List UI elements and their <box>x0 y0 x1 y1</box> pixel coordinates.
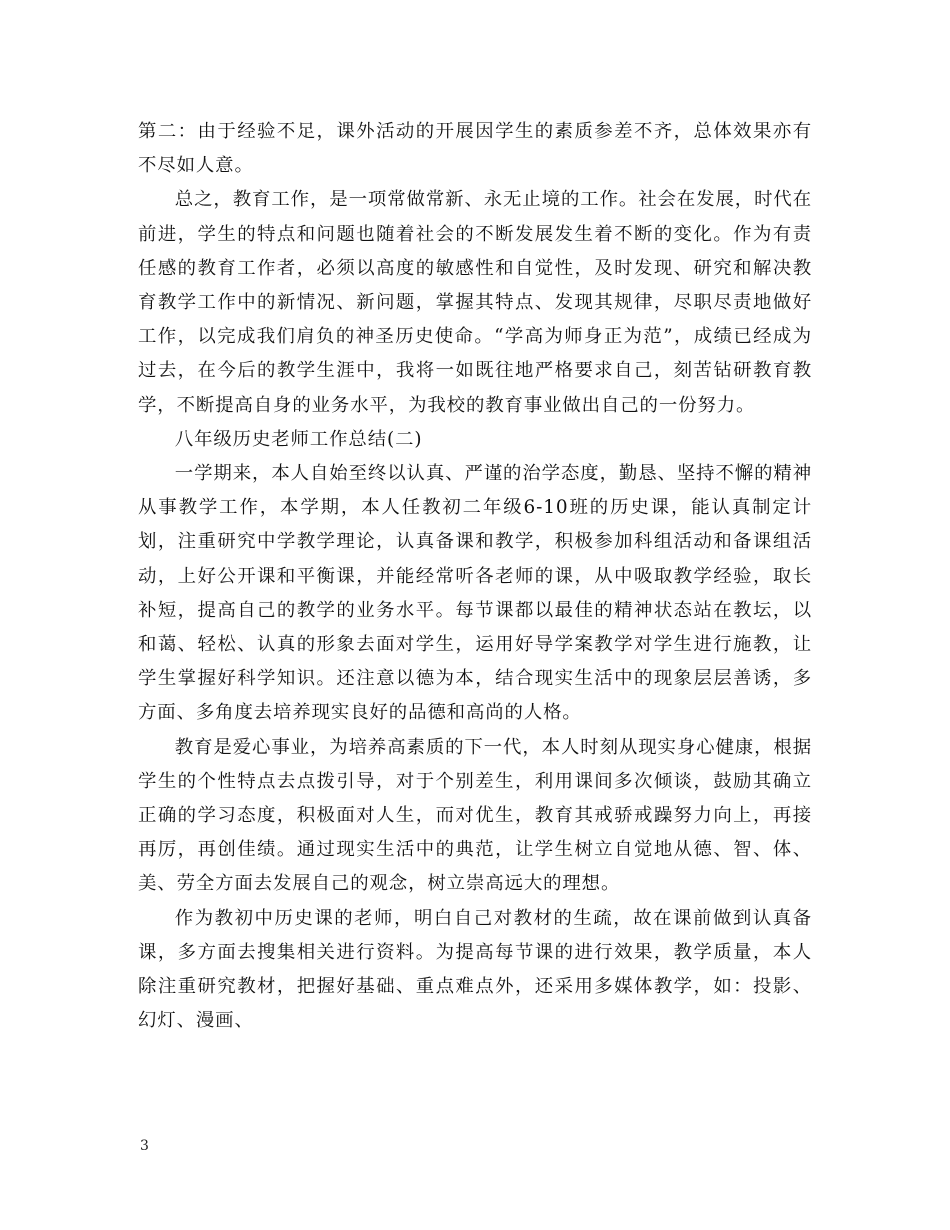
document-body <box>138 115 812 1038</box>
paragraph-teaching-work: 一学期来，本人自始至终以认真、严谨的治学态度，勤恳、坚持不懈的精神从事教学工作，本学期，本人任教初二年级6-10班的历史课，能认真制定计划，注重研究中学教学理论，认真备课和教学，积极参加科组活动和备课组活动，上好公开课和平衡课，并能经常听各老师的课，从中吸取教学经验，取长补短，提高自己的教学的业务水平。每节课都以最佳的精神状态站在教坛，以和蔼、轻松、认真的形象去面对学生，运用好导学案教学对学生进行施教，让学生掌握好科学知识。还注意以德为本，结合现实生活中的现象层层善诱，多方面、多角度去培养现实良好的品德和高尚的人格。 <box>138 463 812 724</box>
paragraph-conclusion: 总之，教育工作，是一项常做常新、永无止境的工作。社会在发展，时代在前进，学生的特点和问题也随着社会的不断发展发生着不断的变化。作为有责任感的教育工作者，必须以高度的敏感性和自觉性，及时发现、研究和解决教育教学工作中的新情况、新问题，掌握其特点、发现其规律，尽职尽责地做好工作，以完成我们肩负的神圣历史使命。“学高为师身正为范”，成绩已经成为过去，在今后的教学生涯中，我将一如既往地严格要求自己，刻苦钻研教育教学，不断提高自身的业务水平，为我校的教育事业做出自己的一份努力。 <box>138 189 812 416</box>
paragraph-point-two: 第二：由于经验不足，课外活动的开展因学生的素质参差不齐，总体效果亦有不尽如人意。 <box>138 121 812 177</box>
paragraph-moral-education: 教育是爱心事业，为培养高素质的下一代，本人时刻从现实身心健康，根据学生的个性特点去点拨引导，对于个别差生，利用课间多次倾谈，鼓励其确立正确的学习态度，积极面对人生，而对优生，教育其戒骄戒躁努力向上，再接再厉，再创佳绩。通过现实生活中的典范，让学生树立自觉地从德、智、体、美、劳全方面去发展自己的观念，树立崇高远大的理想。 <box>138 736 812 895</box>
paragraph-lesson-preparation: 作为教初中历史课的老师，明白自己对教材的生疏，故在课前做到认真备课，多方面去搜集相关进行资料。为提高每节课的进行效果，教学质量，本人除注重研究教材，把握好基础、重点难点外，还采用多媒体教学，如：投影、幻灯、漫画、 <box>138 907 812 1032</box>
section-heading: 八年级历史老师工作总结(二) <box>174 428 423 450</box>
page-number: 3 <box>140 1138 149 1154</box>
